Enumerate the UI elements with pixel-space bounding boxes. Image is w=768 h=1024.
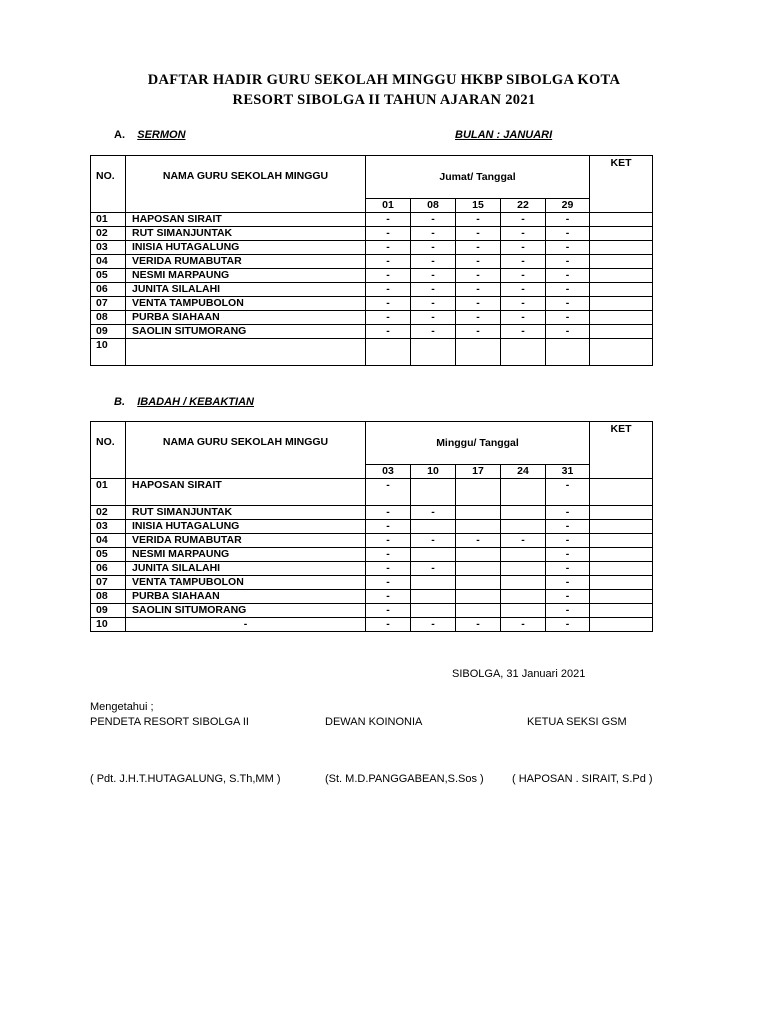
attendance-mark: - <box>411 227 456 241</box>
attendance-mark: - <box>456 311 501 325</box>
attendance-mark <box>411 548 456 562</box>
document-title-line-2: RESORT SIBOLGA II TAHUN AJARAN 2021 <box>232 92 536 108</box>
attendance-mark <box>501 479 546 506</box>
signer-dewan-name: (St. M.D.PANGGABEAN,S.Sos ) <box>325 773 484 785</box>
teacher-name: INISIA HUTAGALUNG <box>126 520 366 534</box>
attendance-mark: - <box>456 534 501 548</box>
attendance-mark: - <box>501 325 546 339</box>
attendance-table-sermon <box>90 155 653 366</box>
ket-cell <box>590 297 653 311</box>
attendance-mark <box>411 520 456 534</box>
attendance-mark: - <box>411 269 456 283</box>
attendance-mark: - <box>366 479 411 506</box>
table-row <box>91 297 653 311</box>
date-header: 24 <box>501 465 546 479</box>
table-row <box>91 506 653 520</box>
month-label: BULAN : JANUARI <box>455 129 553 141</box>
ket-cell <box>590 604 653 618</box>
attendance-mark <box>456 562 501 576</box>
row-number: 05 <box>91 548 126 562</box>
row-number: 10 <box>91 339 126 366</box>
attendance-mark <box>411 576 456 590</box>
row-number: 02 <box>91 227 126 241</box>
signer-ketua-name: ( HAPOSAN . SIRAIT, S.Pd ) <box>512 773 653 785</box>
table-row <box>91 269 653 283</box>
ket-cell <box>590 241 653 255</box>
attendance-mark <box>456 576 501 590</box>
attendance-mark: - <box>366 241 411 255</box>
teacher-name: VENTA TAMPUBOLON <box>126 297 366 311</box>
attendance-mark <box>501 576 546 590</box>
ket-cell <box>590 269 653 283</box>
teacher-name: - <box>126 618 366 632</box>
section-a-letter: A. <box>114 129 125 141</box>
attendance-mark: - <box>501 297 546 311</box>
attendance-mark: - <box>546 255 590 269</box>
attendance-mark: - <box>456 213 501 227</box>
table-row <box>91 325 653 339</box>
header-ket: KET <box>590 422 653 479</box>
attendance-mark <box>411 479 456 506</box>
attendance-mark: - <box>501 255 546 269</box>
attendance-mark: - <box>456 297 501 311</box>
teacher-name: VERIDA RUMABUTAR <box>126 534 366 548</box>
attendance-mark: - <box>366 311 411 325</box>
teacher-name: SAOLIN SITUMORANG <box>126 604 366 618</box>
attendance-mark: - <box>546 534 590 548</box>
teacher-name: VERIDA RUMABUTAR <box>126 255 366 269</box>
row-number: 04 <box>91 255 126 269</box>
ket-cell <box>590 311 653 325</box>
attendance-mark: - <box>501 227 546 241</box>
teacher-name: NESMI MARPAUNG <box>126 548 366 562</box>
attendance-mark <box>411 604 456 618</box>
attendance-mark: - <box>366 618 411 632</box>
attendance-table-ibadah <box>90 421 653 632</box>
teacher-name: INISIA HUTAGALUNG <box>126 241 366 255</box>
attendance-mark <box>456 590 501 604</box>
attendance-mark <box>501 506 546 520</box>
ket-cell <box>590 283 653 297</box>
ket-cell <box>590 590 653 604</box>
date-header: 01 <box>366 199 411 213</box>
attendance-mark: - <box>411 241 456 255</box>
header-date-group: Jumat/ Tanggal <box>366 156 590 199</box>
attendance-mark: - <box>411 618 456 632</box>
signer-ketua-title: KETUA SEKSI GSM <box>527 716 627 728</box>
table-row <box>91 548 653 562</box>
attendance-mark: - <box>366 269 411 283</box>
header-name: NAMA GURU SEKOLAH MINGGU <box>126 156 366 213</box>
row-number: 06 <box>91 283 126 297</box>
attendance-mark: - <box>546 562 590 576</box>
attendance-mark <box>456 479 501 506</box>
attendance-mark: - <box>411 325 456 339</box>
ket-cell <box>590 534 653 548</box>
table-row <box>91 604 653 618</box>
attendance-mark: - <box>501 311 546 325</box>
attendance-mark: - <box>546 576 590 590</box>
attendance-mark <box>456 506 501 520</box>
date-header: 31 <box>546 465 590 479</box>
attendance-mark <box>456 548 501 562</box>
attendance-mark: - <box>546 311 590 325</box>
row-number: 06 <box>91 562 126 576</box>
row-number: 01 <box>91 213 126 227</box>
table-row <box>91 520 653 534</box>
header-ket: KET <box>590 156 653 213</box>
attendance-mark: - <box>456 618 501 632</box>
attendance-mark <box>501 590 546 604</box>
teacher-name: NESMI MARPAUNG <box>126 269 366 283</box>
signer-dewan-title: DEWAN KOINONIA <box>325 716 423 728</box>
signer-pendeta-name: ( Pdt. J.H.T.HUTAGALUNG, S.Th,MM ) <box>90 773 281 785</box>
attendance-mark: - <box>411 283 456 297</box>
teacher-name: SAOLIN SITUMORANG <box>126 325 366 339</box>
teacher-name: HAPOSAN SIRAIT <box>126 479 366 506</box>
attendance-mark <box>501 520 546 534</box>
attendance-mark: - <box>366 506 411 520</box>
section-b-letter: B. <box>114 396 125 408</box>
row-number: 07 <box>91 297 126 311</box>
attendance-mark: - <box>546 269 590 283</box>
attendance-mark: - <box>366 534 411 548</box>
header-no: NO. <box>91 422 126 479</box>
table-row <box>91 576 653 590</box>
attendance-mark: - <box>456 325 501 339</box>
date-header: 29 <box>546 199 590 213</box>
section-b-title: IBADAH / KEBAKTIAN <box>137 396 254 408</box>
teacher-name: RUT SIMANJUNTAK <box>126 506 366 520</box>
attendance-mark: - <box>456 283 501 297</box>
document-title-line-1: DAFTAR HADIR GURU SEKOLAH MINGGU HKBP SIBOLGA KOTA <box>147 72 621 88</box>
attendance-mark: - <box>546 604 590 618</box>
row-number: 02 <box>91 506 126 520</box>
date-header: 08 <box>411 199 456 213</box>
attendance-mark: - <box>366 590 411 604</box>
teacher-name: JUNITA SILALAHI <box>126 562 366 576</box>
attendance-mark: - <box>366 297 411 311</box>
ket-cell <box>590 506 653 520</box>
attendance-mark <box>366 339 411 366</box>
section-a-label <box>114 129 186 141</box>
attendance-mark: - <box>546 325 590 339</box>
attendance-mark: - <box>546 506 590 520</box>
header-no: NO. <box>91 156 126 213</box>
row-number: 05 <box>91 269 126 283</box>
attendance-mark: - <box>366 283 411 297</box>
attendance-mark: - <box>366 604 411 618</box>
attendance-mark: - <box>546 548 590 562</box>
attendance-mark: - <box>501 534 546 548</box>
attendance-mark: - <box>456 227 501 241</box>
teacher-name <box>126 339 366 366</box>
row-number: 03 <box>91 520 126 534</box>
teacher-name: JUNITA SILALAHI <box>126 283 366 297</box>
attendance-mark <box>501 604 546 618</box>
attendance-mark: - <box>501 283 546 297</box>
attendance-mark: - <box>411 562 456 576</box>
date-header: 17 <box>456 465 501 479</box>
attendance-mark: - <box>366 213 411 227</box>
teacher-name: RUT SIMANJUNTAK <box>126 227 366 241</box>
attendance-mark <box>456 520 501 534</box>
row-number: 01 <box>91 479 126 506</box>
section-b-label <box>114 396 254 408</box>
attendance-mark <box>501 548 546 562</box>
acknowledged-label: Mengetahui ; <box>90 701 154 713</box>
ket-cell <box>590 618 653 632</box>
attendance-mark: - <box>546 520 590 534</box>
attendance-mark: - <box>546 213 590 227</box>
ket-cell <box>590 576 653 590</box>
attendance-mark: - <box>501 269 546 283</box>
table-row <box>91 311 653 325</box>
row-number: 07 <box>91 576 126 590</box>
ket-cell <box>590 548 653 562</box>
ket-cell <box>590 227 653 241</box>
attendance-mark <box>411 590 456 604</box>
date-header: 22 <box>501 199 546 213</box>
attendance-mark <box>456 604 501 618</box>
table-row <box>91 479 653 506</box>
row-number: 09 <box>91 325 126 339</box>
attendance-mark <box>501 339 546 366</box>
table-row <box>91 590 653 604</box>
attendance-mark: - <box>546 618 590 632</box>
ket-cell <box>590 213 653 227</box>
table-row <box>91 562 653 576</box>
ket-cell <box>590 562 653 576</box>
date-header: 10 <box>411 465 456 479</box>
attendance-mark: - <box>546 283 590 297</box>
teacher-name: PURBA SIAHAAN <box>126 311 366 325</box>
attendance-mark: - <box>546 227 590 241</box>
signer-pendeta-title: PENDETA RESORT SIBOLGA II <box>90 716 249 728</box>
table-row <box>91 213 653 227</box>
table-row <box>91 618 653 632</box>
ket-cell <box>590 479 653 506</box>
table-row <box>91 227 653 241</box>
ket-cell <box>590 520 653 534</box>
attendance-mark: - <box>366 576 411 590</box>
attendance-mark: - <box>546 479 590 506</box>
attendance-mark: - <box>411 534 456 548</box>
attendance-mark: - <box>456 269 501 283</box>
row-number: 10 <box>91 618 126 632</box>
attendance-mark: - <box>501 241 546 255</box>
row-number: 09 <box>91 604 126 618</box>
ket-cell <box>590 255 653 269</box>
table-row <box>91 283 653 297</box>
attendance-mark: - <box>456 255 501 269</box>
section-a-title: SERMON <box>137 129 186 141</box>
table-row <box>91 339 653 366</box>
ket-cell <box>590 325 653 339</box>
teacher-name: PURBA SIAHAAN <box>126 590 366 604</box>
table-row <box>91 534 653 548</box>
attendance-mark: - <box>546 590 590 604</box>
row-number: 03 <box>91 241 126 255</box>
attendance-mark <box>456 339 501 366</box>
ket-cell <box>590 339 653 366</box>
table-row <box>91 241 653 255</box>
attendance-mark: - <box>366 562 411 576</box>
attendance-mark: - <box>411 297 456 311</box>
attendance-mark: - <box>411 255 456 269</box>
attendance-mark: - <box>366 548 411 562</box>
date-header: 03 <box>366 465 411 479</box>
teacher-name: VENTA TAMPUBOLON <box>126 576 366 590</box>
attendance-mark: - <box>546 241 590 255</box>
attendance-mark: - <box>501 213 546 227</box>
attendance-mark: - <box>546 297 590 311</box>
date-header: 15 <box>456 199 501 213</box>
header-name: NAMA GURU SEKOLAH MINGGU <box>126 422 366 479</box>
attendance-mark: - <box>411 213 456 227</box>
attendance-mark <box>546 339 590 366</box>
attendance-mark: - <box>501 618 546 632</box>
place-date: SIBOLGA, 31 Januari 2021 <box>452 668 586 680</box>
attendance-mark: - <box>366 227 411 241</box>
attendance-mark <box>411 339 456 366</box>
teacher-name: HAPOSAN SIRAIT <box>126 213 366 227</box>
attendance-mark: - <box>366 325 411 339</box>
attendance-mark: - <box>366 520 411 534</box>
header-date-group: Minggu/ Tanggal <box>366 422 590 465</box>
table-row <box>91 255 653 269</box>
row-number: 04 <box>91 534 126 548</box>
row-number: 08 <box>91 311 126 325</box>
attendance-mark: - <box>411 311 456 325</box>
attendance-mark <box>501 562 546 576</box>
attendance-mark: - <box>366 255 411 269</box>
attendance-mark: - <box>456 241 501 255</box>
attendance-mark: - <box>411 506 456 520</box>
row-number: 08 <box>91 590 126 604</box>
